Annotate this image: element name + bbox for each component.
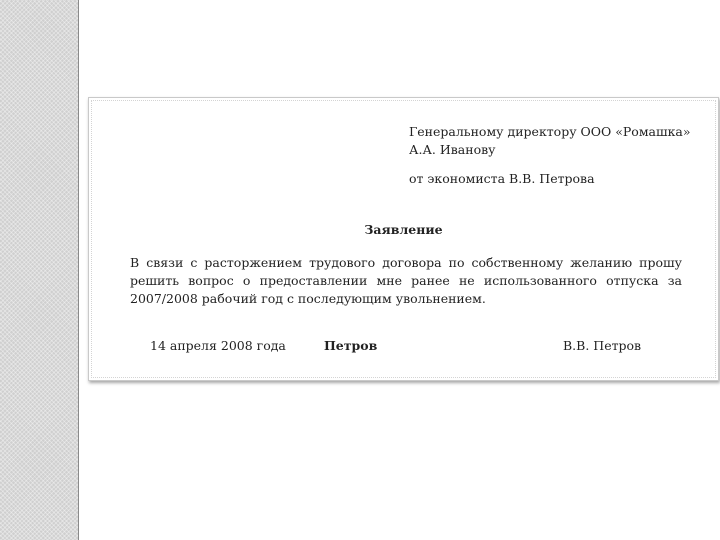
addressee-block — [409, 123, 691, 159]
document-page — [88, 97, 719, 381]
signature: Петров — [324, 338, 378, 353]
signer-name: В.В. Петров — [563, 338, 642, 353]
document-date: 14 апреля 2008 года — [150, 338, 286, 353]
addressee-line: А.А. Иванову — [409, 142, 496, 157]
document-title: Заявление — [364, 222, 443, 237]
sender-line: от экономиста В.В. Петрова — [409, 171, 595, 186]
document-body: В связи с расторжением трудового договора по собственному желанию прошу решить вопрос о предоставлении мне ранее не использованного отпуска за 2007/2008 рабочий год с последующим увольнением. — [130, 255, 682, 306]
decorative-side-strip — [0, 0, 79, 540]
addressee-line: Генеральному директору ООО «Ромашка» — [409, 124, 691, 139]
